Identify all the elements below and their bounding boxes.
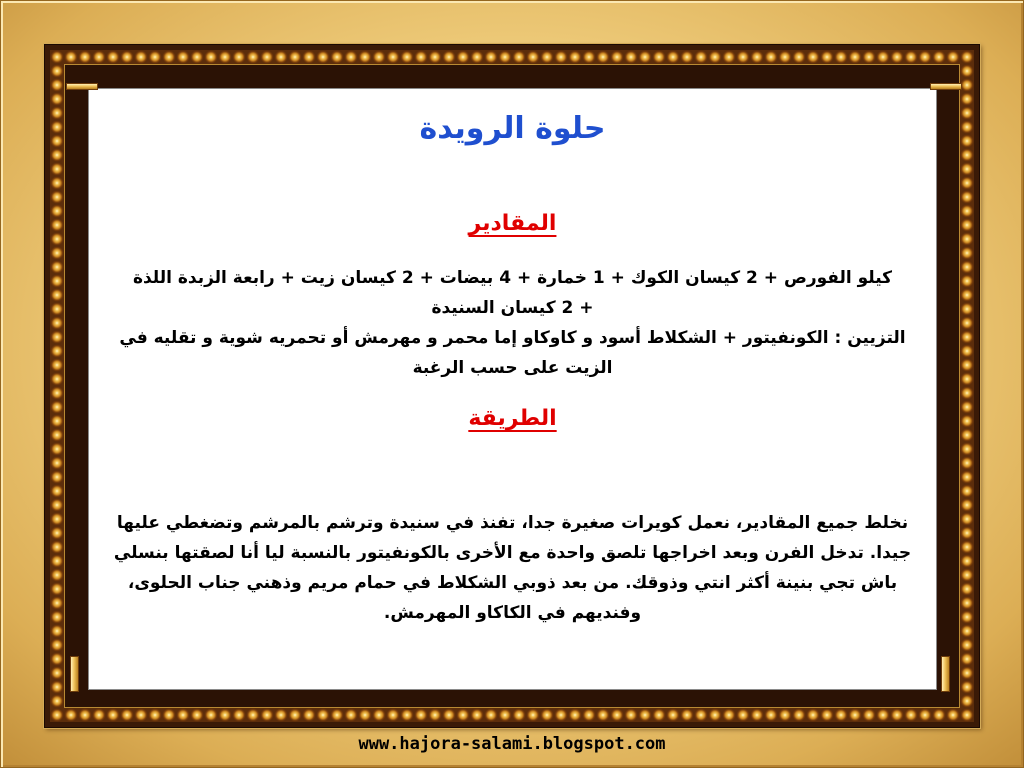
- recipe-title: حلوة الرويدة: [419, 111, 606, 146]
- method-line: باش تجي بنينة أكثر انتي وذوقك. من بعد ذوبي الشكلاط في حمام مريم وذهني جناب الحلوى،: [127, 573, 898, 593]
- method-line: نخلط جميع المقادير، نعمل كويرات صغيرة جدا، تفنذ في سنيدة وترشم بالمرشم وتضغطي عليها: [116, 513, 909, 533]
- corner-ornament-bottom-left: [70, 656, 79, 692]
- method-line: وفنديهم في الكاكاو المهرمش.: [383, 603, 642, 623]
- ingredients-line: كيلو الفورص + 2 كيسان الكوك + 1 خمارة + 4 بيضات + 2 كيسان زيت + رابعة الزبدة اللذة: [132, 268, 893, 288]
- ingredients-list: [107, 263, 918, 383]
- corner-ornament-top-right: [930, 83, 962, 90]
- method-line: جيدا. تدخل الفرن وبعد اخراجها تلصق واحدة مع الأخرى بالكونفيتور بالنسبة ليا أنا لصقتها بنسلي: [113, 543, 912, 563]
- blog-url: www.hajora-salami.blogspot.com: [358, 734, 666, 754]
- corner-ornament-top-left: [66, 83, 98, 90]
- corner-ornament-bottom-right: [941, 656, 950, 692]
- ingredients-line: التزيين : الكونفيتور + الشكلاط أسود و كاوكاو إما محمر و مهرمش أو تحمريه شوية و تقليه في: [119, 328, 906, 348]
- method-heading: الطريقة: [468, 406, 557, 431]
- ingredients-line: + 2 كيسان السنيدة: [431, 298, 594, 318]
- ingredients-line: الزيت على حسب الرغبة: [412, 358, 613, 378]
- method-text: [107, 508, 918, 628]
- recipe-panel: [88, 88, 937, 690]
- ingredients-heading: المقادير: [468, 211, 557, 236]
